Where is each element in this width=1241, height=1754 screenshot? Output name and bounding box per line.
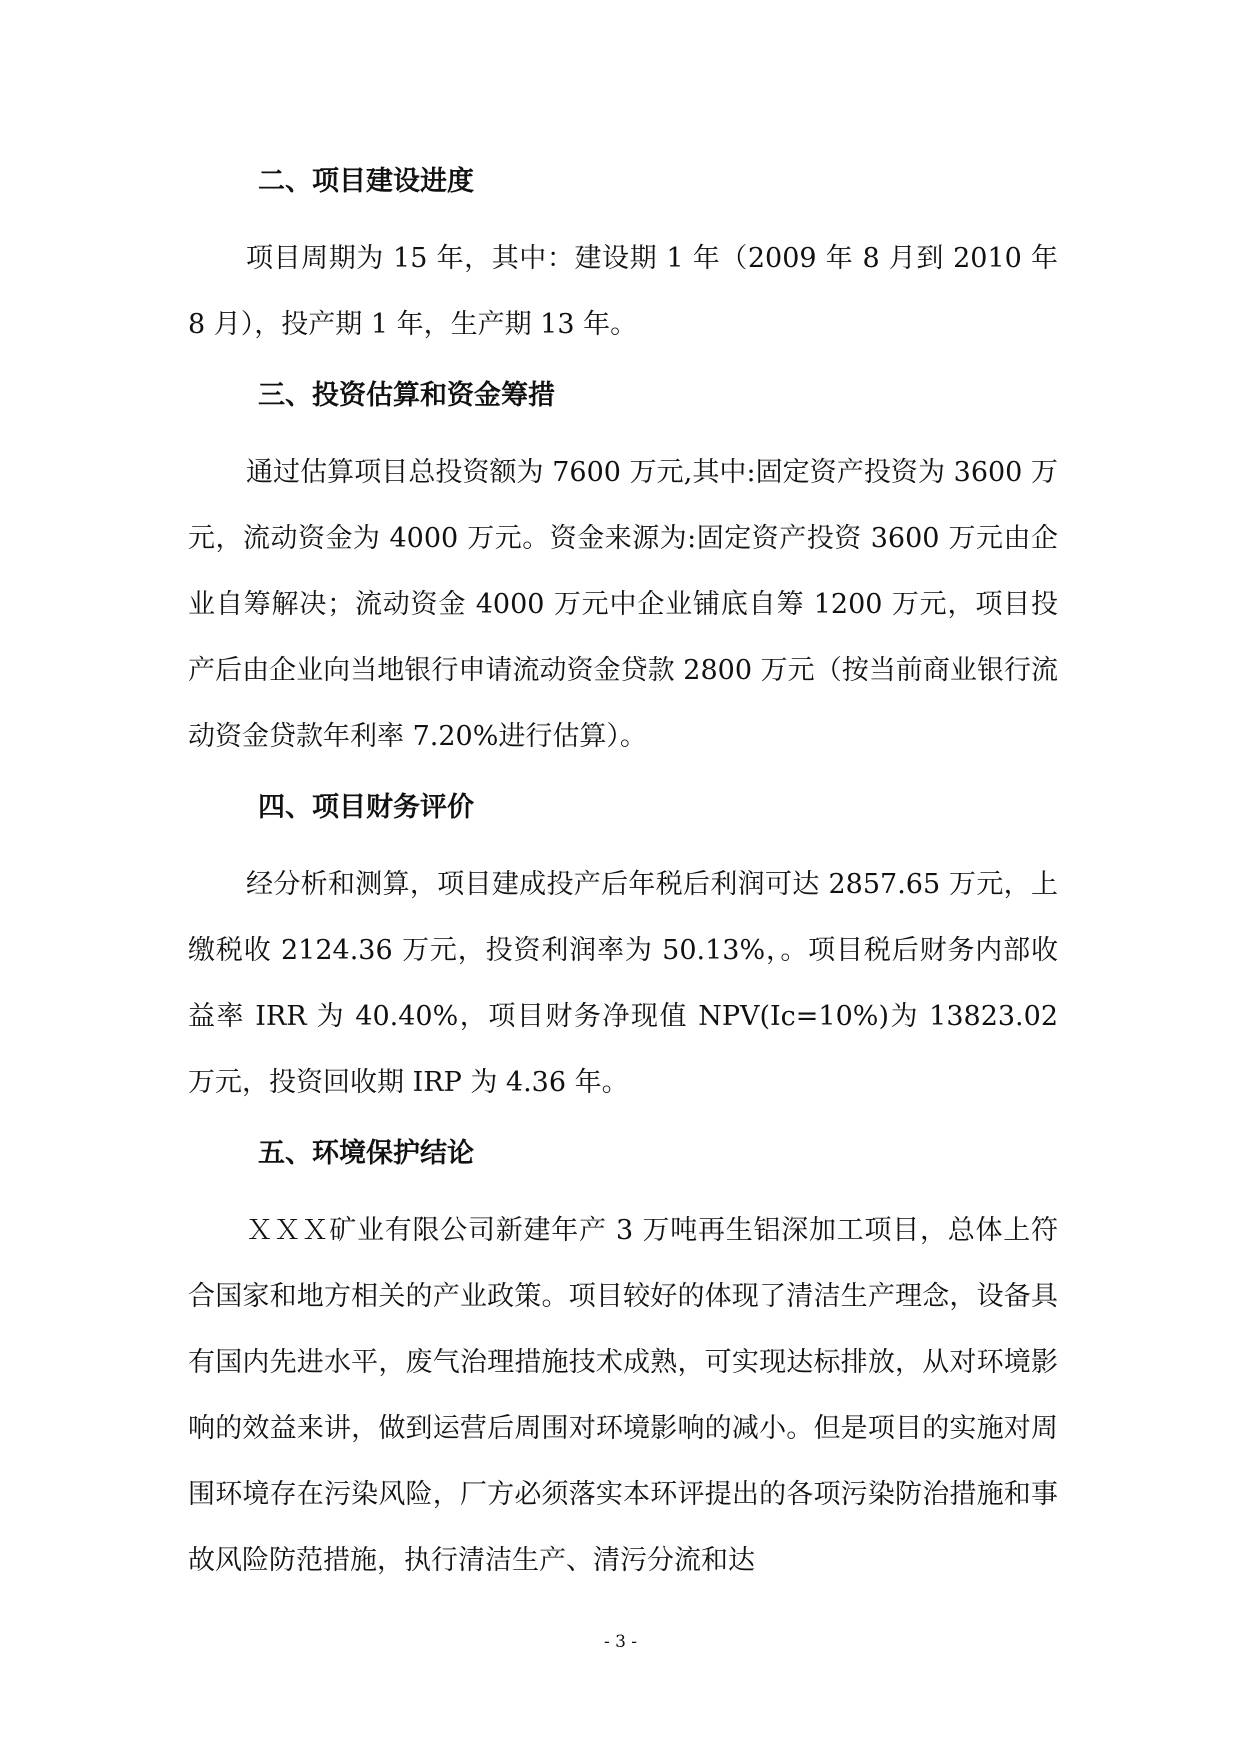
document-body (188, 160, 1058, 1610)
section-heading: 五、环境保护结论 (258, 1138, 474, 1169)
section-environmental-conclusion (188, 1132, 1058, 1594)
section-paragraph: ＸＸＸ矿业有限公司新建年产 3 万吨再生铝深加工项目，总体上符合国家和地方相关的产业政策。项目较好的体现了清洁生产理念，设备具有国内先进水平，废气治理措施技术成熟，可实现达标排放，从对环境影响的效益来讲，做到运营后周围对环境影响的减小。但是项目的实施对周围环境存在污染风险，厂方必须落实本环评提出的各项污染防治措施和事故风险防范措施，执行清洁生产、清污分流和达 (188, 1215, 1058, 1576)
page-number: - 3 - (603, 1632, 638, 1652)
section-paragraph: 项目周期为 15 年，其中：建设期 1 年（2009 年 8 月到 2010 年 8 月），投产期 1 年，生产期 13 年。 (188, 243, 1058, 340)
section-financial-evaluation (188, 786, 1058, 1116)
section-paragraph: 经分析和测算，项目建成投产后年税后利润可达 2857.65 万元，上缴税收 2124.36 万元，投资利润率为 50.13%，。项目税后财务内部收益率 IRR 为 40.40%，项目财务净现值 NPV(Ic=10%)为 13823.02 万元，投资回收期 IRP 为 4.36 年。 (188, 869, 1058, 1098)
section-construction-schedule (188, 160, 1058, 358)
section-paragraph: 通过估算项目总投资额为 7600 万元,其中:固定资产投资为 3600 万元，流动资金为 4000 万元。资金来源为:固定资产投资 3600 万元由企业自筹解决；流动资金 4000 万元中企业铺底自筹 1200 万元，项目投产后由企业向当地银行申请流动资金贷款 2800 万元（按当前商业银行流动资金贷款年利率 7.20%进行估算）。 (188, 457, 1058, 752)
section-investment-estimate (188, 374, 1058, 770)
section-heading: 四、项目财务评价 (258, 792, 474, 823)
section-heading: 二、项目建设进度 (258, 166, 474, 197)
section-heading: 三、投资估算和资金筹措 (258, 380, 555, 411)
